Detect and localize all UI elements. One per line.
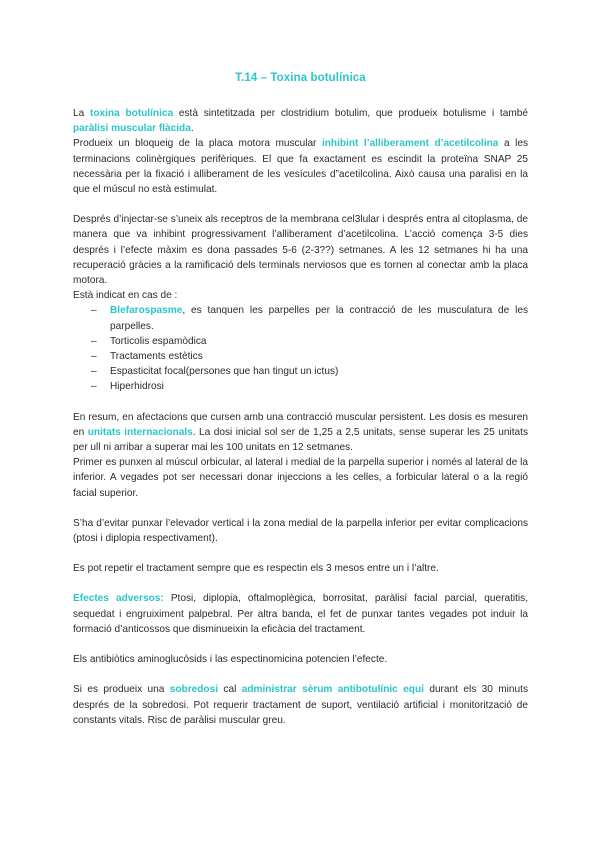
list-item [73, 349, 528, 364]
text: Espasticitat focal(persones que han tingut un ictus) [110, 366, 339, 378]
text: . [190, 123, 194, 135]
text: durant els 30 minuts després de la sobredosi. Pot requerir tractament de suport, ventilació artificial i monitorització de constants vitals. Risc de paràlisi muscular greu. [73, 684, 528, 726]
list-item [73, 364, 528, 379]
paragraph-avoid: S’ha d’evitar punxar l’elevador vertical i la zona medial de la parpella inferior per evitar complicacions (ptosi i diplopia respectivament). [73, 517, 528, 545]
highlight-term: administrar sèrum antibotulínic equí [241, 684, 424, 696]
paragraph-dosage [73, 410, 528, 456]
paragraph-adverse-effects [73, 591, 528, 637]
paragraph-indications-heading: Està indicat en cas de : [73, 290, 178, 302]
list-item [73, 334, 528, 349]
highlight-term: unitats internacionals [87, 426, 193, 438]
text: . La dosi inicial sol ser de 1,25 a 2,5 unitats, sense superar les 25 unitats per ull ni arribar a superar mai les 100 unitats en 12 setmanes. [73, 426, 528, 454]
highlight-term: paràlisi muscular flàcida [73, 123, 191, 135]
highlight-term: inhibint l’alliberament d’acetilcolina [321, 138, 499, 150]
paragraph-overdose [73, 682, 528, 728]
text: a les terminacions colinèrgiques perifèriques. El que fa exactament es escindit la proteïna SNAP 25 necessària per la fixació i alliberament de les vesícules d”acetilcolina. Això causa una paralisi en la que el múscul no està estimulat. [73, 138, 528, 196]
text: La [73, 108, 90, 119]
text: Si es produeix una [73, 684, 170, 696]
highlight-term: sobredosi [169, 684, 219, 696]
text: Ptosi, diplopia, oftalmoplègica, borrositat, paràlisi facial parcial, queratitis, sequedat i engruiximent palpebral. Per altra banda, el fet de punxar tantes vegades pot induir la formació d’anticossos que disminueixin la eficàcia del tractament. [73, 593, 529, 635]
paragraph-repeat: Es pot repetir el tractament sempre que es respectin els 3 mesos entre un i l’altre. [73, 563, 439, 575]
paragraph-mechanism [73, 136, 528, 197]
highlight-term: toxina botulínica [89, 108, 174, 119]
paragraph-injection-sites: Primer es punxen al múscul orbicular, al lateral i medial de la parpella superior i només al lateral de la inferior. A vegades pot ser necessari donar injeccions a les celles, a forbicular lateral o a la regió facial superior. [73, 457, 528, 499]
highlight-term: Blefarospasme [110, 305, 183, 317]
page-title: T.14 – Toxina botulínica [235, 72, 366, 84]
text: Torticolis espamòdica [110, 335, 207, 347]
text: cal [218, 684, 242, 696]
text: , es tanquen les parpelles per la contracció de les musculatura de les parpelles. [110, 305, 528, 332]
indications-list [73, 303, 528, 394]
text: En resum, en afectacions que cursen amb una contracció muscular persistent. Les dosis es mesuren en [73, 411, 528, 438]
text: Produeix un bloqueig de la placa motora muscular [73, 138, 322, 150]
list-item [73, 303, 528, 333]
text: Hiperhidrosi [110, 381, 164, 393]
text: Tractaments estètics [110, 351, 203, 363]
paragraph-intro [73, 106, 528, 136]
list-item [73, 379, 528, 394]
paragraph-antibiotics: Els antibiòtics aminoglucòsids i las espectinomicina potencien l’efecte. [73, 654, 388, 666]
text: està sintetitzada per clostridium botulim, que produeix botulisme i també [173, 108, 528, 119]
paragraph-action: Després d’injectar-se s’uneix als receptros de la membrana cel3lular i després entra al citoplasma, de manera que va inhibint progressivament l’alliberament d’acetilcolina. L’acció comença 3-5 dies després i l’efecte màxim es dona passades 5-6 (2-3??) setmanes. A les 12 setmanes hi ha una recuperació gràcies a la ramificació dels terminals nerviosos que es tornen al conectar amb la placa motora. [73, 214, 528, 287]
highlight-term: Efectes adversos: [73, 593, 164, 605]
